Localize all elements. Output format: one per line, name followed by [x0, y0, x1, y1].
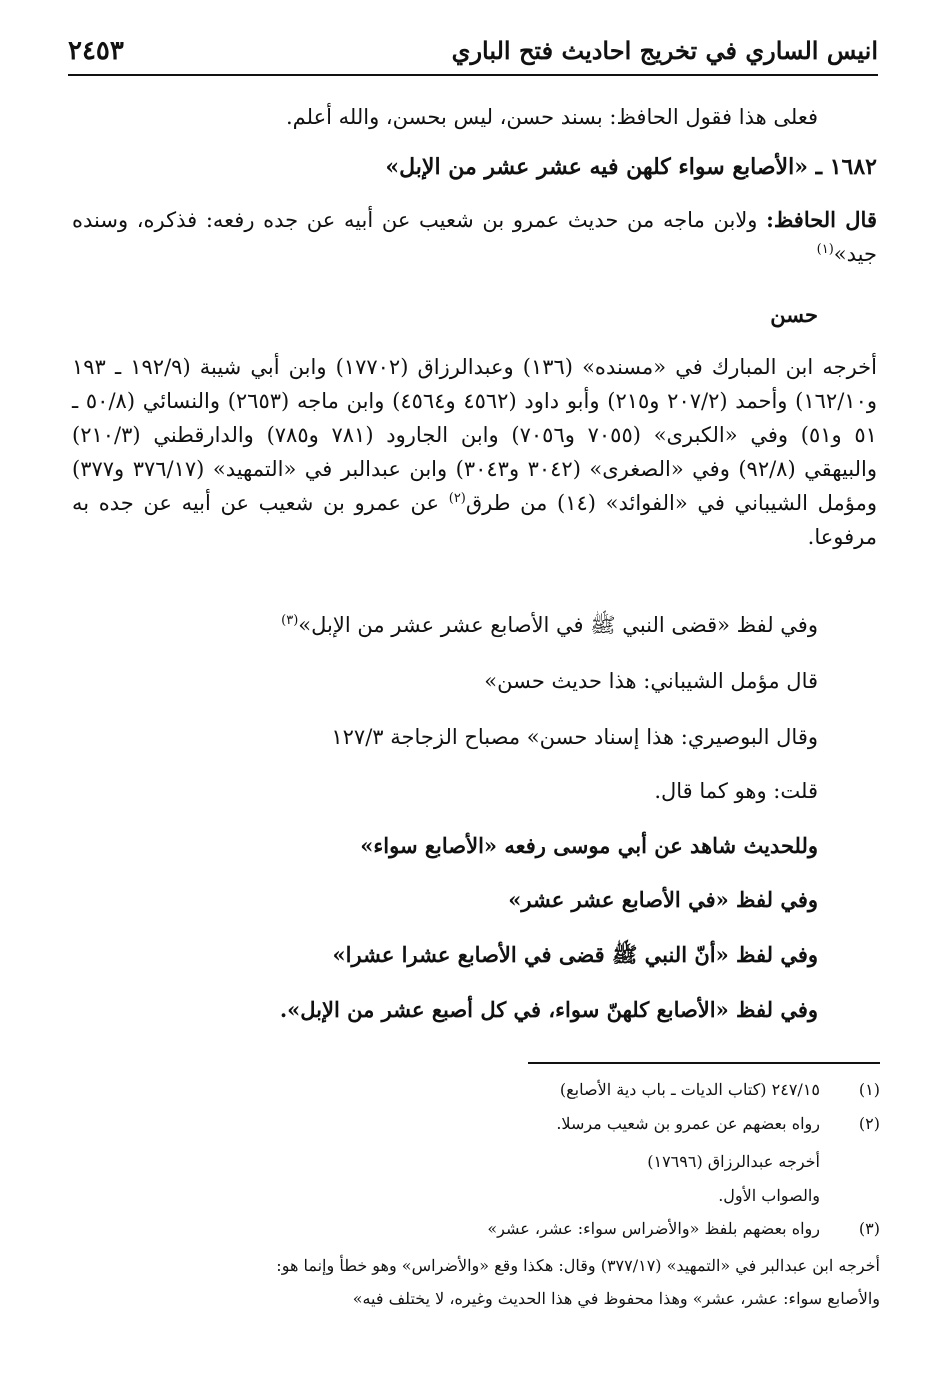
footnote-1-number: (١)	[858, 1080, 880, 1099]
footnote-3-number: (٣)	[858, 1219, 880, 1238]
hafiz-quote-text: ولابن ماجه من حديث عمرو بن شعيب عن أبيه عن جده رفعه: فذكره، وسنده جيد»	[72, 208, 877, 266]
footnote-ref-1: (١)	[816, 242, 834, 257]
footnote-2-line-1: رواه بعضهم عن عمرو بن شعيب مرسلا.	[556, 1114, 820, 1133]
lafz-one	[70, 608, 818, 642]
lafz-four: وفي لفظ «الأصابع كلهنّ سواء، في كل أصبع عشر من الإبل».	[279, 997, 818, 1022]
shahid-statement: وللحديث شاهد عن أبي موسى رفعه «الأصابع سواء»	[360, 833, 818, 858]
footnote-1-text: ٢٤٧/١٥ (كتاب الديات ـ باب دية الأصابع)	[559, 1080, 820, 1099]
author-comment: قلت: وهو كما قال.	[654, 779, 818, 803]
running-title: انيس الساري في تخريج احاديث فتح الباري	[451, 36, 878, 65]
hafiz-quote	[72, 203, 877, 271]
footnote-separator	[528, 1062, 880, 1064]
footnote-3-line-3: والأصابع سواء: عشر، عشر» وهذا محفوظ في هذا الحديث وغيره، لا يختلف فيه»	[352, 1289, 880, 1308]
takhrij-paragraph	[72, 350, 877, 554]
footnote-ref-2: (٢)	[448, 491, 466, 506]
footnote-ref-3: (٣)	[281, 613, 299, 628]
busiri-quote: وقال البوصيري: هذا إسناد حسن» مصباح الزجاجة ١٢٧/٣	[331, 725, 818, 749]
paragraph-conclusion: فعلى هذا فقول الحافظ: بسند حسن، ليس بحسن، والله أعلم.	[285, 105, 818, 129]
lafz-one-text: وفي لفظ «قضى النبي ﷺ في الأصابع عشر عشر من الإبل»	[298, 613, 818, 637]
footnote-3-line-1: رواه بعضهم بلفظ «والأضراس سواء: عشر، عشر»	[487, 1219, 820, 1238]
footnote-2-line-2: أخرجه عبدالرزاق (١٧٦٩٦)	[647, 1152, 820, 1171]
takhrij-end: عن عمرو بن شعيب عن أبيه عن جده به مرفوعا.	[72, 491, 877, 549]
hadith-grade: حسن	[770, 302, 818, 327]
hafiz-label: قال الحافظ:	[766, 207, 877, 232]
page-number: ٢٤٥٣	[68, 36, 124, 66]
footnote-2-number: (٢)	[858, 1114, 880, 1133]
takhrij-text: أخرجه ابن المبارك في «مسنده» (١٣٦) وعبدالرزاق (١٧٧٠٢) وابن أبي شيبة (١٩٢/٩ ـ ١٩٣ و١٦٢/١٠) وأحمد (٢٠٧/٢ و٢١٥) وأبو داود (٤٥٦٢ و٤٥٦٤) وابن ماجه (٢٦٥٣) والنسائي (٥٠/٨ ـ ٥١ و٥١) وفي «الكبرى» (٧٠٥٥ و٧٠٥٦) وابن الجارود (٧٨١ و٧٨٥) والدارقطني (٢١٠/٣) والبيهقي (٩٢/٨) وفي «الصغرى» (٣٠٤٢ و٣٠٤٣) وابن عبدالبر في «التمهيد» (٣٧٦/١٧ و٣٧٧) ومؤمل الشيباني في «الفوائد» (١٤) من طرق	[72, 355, 878, 515]
footnote-3-line-2: أخرجه ابن عبدالبر في «التمهيد» (٣٧٧/١٧) وقال: هكذا وقع «والأضراس» وهو خطأ وإنما هو:	[276, 1256, 880, 1275]
lafz-two: وفي لفظ «في الأصابع عشر عشر»	[508, 887, 818, 912]
hadith-heading: ١٦٨٢ ـ «الأصابع سواء كلهن فيه عشر عشر من الإبل»	[385, 154, 877, 180]
page-header	[68, 30, 878, 76]
muammal-quote: قال مؤمل الشيباني: هذا حديث حسن»	[484, 669, 818, 693]
footnote-2-line-3: والصواب الأول.	[718, 1186, 820, 1205]
lafz-three: وفي لفظ «أنّ النبي ﷺ قضى في الأصابع عشرا عشرا»	[332, 942, 818, 967]
